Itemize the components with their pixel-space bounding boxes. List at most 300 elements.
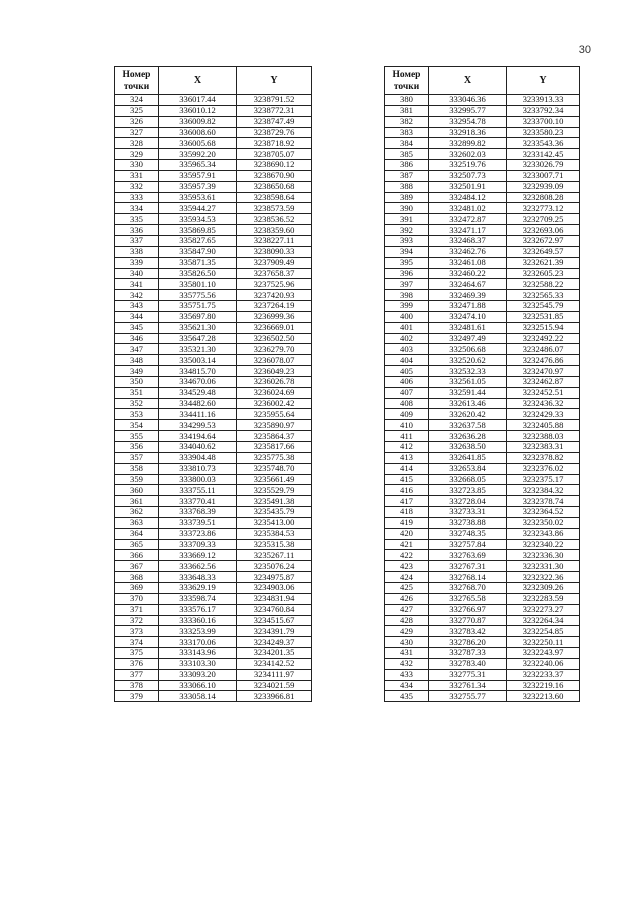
table-row xyxy=(115,398,312,409)
cell-point-number: 384 xyxy=(385,138,429,149)
cell-x: 333576.17 xyxy=(159,604,237,615)
cell-x: 335697.80 xyxy=(159,311,237,322)
cell-y: 3232350.02 xyxy=(507,517,580,528)
cell-x: 332462.76 xyxy=(429,246,507,257)
cell-point-number: 413 xyxy=(385,452,429,463)
cell-x: 332728.04 xyxy=(429,496,507,507)
cell-point-number: 402 xyxy=(385,333,429,344)
cell-point-number: 345 xyxy=(115,322,159,333)
cell-point-number: 378 xyxy=(115,680,159,691)
cell-x: 333800.03 xyxy=(159,474,237,485)
cell-point-number: 346 xyxy=(115,333,159,344)
cell-y: 3236078.07 xyxy=(237,355,312,366)
cell-x: 336008.60 xyxy=(159,127,237,138)
cell-point-number: 351 xyxy=(115,387,159,398)
cell-y: 3236024.69 xyxy=(237,387,312,398)
cell-y: 3232343.86 xyxy=(507,528,580,539)
table-row xyxy=(385,105,580,116)
table-row xyxy=(385,648,580,659)
cell-x: 334529.48 xyxy=(159,387,237,398)
table-row xyxy=(115,344,312,355)
cell-y: 3238747.49 xyxy=(237,116,312,127)
table-row xyxy=(385,593,580,604)
table-row xyxy=(115,387,312,398)
cell-y: 3238090.33 xyxy=(237,246,312,257)
cell-x: 332748.35 xyxy=(429,528,507,539)
table-row xyxy=(385,376,580,387)
cell-y: 3238227.11 xyxy=(237,235,312,246)
cell-point-number: 354 xyxy=(115,420,159,431)
table-row xyxy=(385,658,580,669)
cell-y: 3237420.93 xyxy=(237,290,312,301)
cell-point-number: 352 xyxy=(115,398,159,409)
cell-point-number: 336 xyxy=(115,225,159,236)
cell-y: 3232340.22 xyxy=(507,539,580,550)
cell-point-number: 387 xyxy=(385,170,429,181)
cell-point-number: 328 xyxy=(115,138,159,149)
cell-point-number: 432 xyxy=(385,658,429,669)
cell-point-number: 339 xyxy=(115,257,159,268)
table-row xyxy=(385,615,580,626)
table-row xyxy=(385,528,580,539)
cell-x: 332638.50 xyxy=(429,442,507,453)
table-row xyxy=(385,127,580,138)
cell-y: 3236502.50 xyxy=(237,333,312,344)
table-row xyxy=(115,203,312,214)
cell-point-number: 426 xyxy=(385,593,429,604)
cell-x: 335871.35 xyxy=(159,257,237,268)
cell-y: 3232378.74 xyxy=(507,496,580,507)
table-row xyxy=(115,572,312,583)
table-row xyxy=(385,192,580,203)
cell-point-number: 326 xyxy=(115,116,159,127)
cell-point-number: 431 xyxy=(385,648,429,659)
cell-y: 3232588.22 xyxy=(507,279,580,290)
cell-x: 335003.14 xyxy=(159,355,237,366)
cell-y: 3238598.64 xyxy=(237,192,312,203)
cell-point-number: 353 xyxy=(115,409,159,420)
cell-x: 335621.30 xyxy=(159,322,237,333)
cell-y: 3234831.94 xyxy=(237,593,312,604)
cell-x: 332481.61 xyxy=(429,322,507,333)
cell-point-number: 408 xyxy=(385,398,429,409)
table-row xyxy=(115,409,312,420)
cell-x: 332783.40 xyxy=(429,658,507,669)
cell-x: 332520.62 xyxy=(429,355,507,366)
cell-y: 3232621.39 xyxy=(507,257,580,268)
table-row xyxy=(385,290,580,301)
table-row xyxy=(385,561,580,572)
table-row xyxy=(115,648,312,659)
table-row xyxy=(115,214,312,225)
cell-point-number: 355 xyxy=(115,431,159,442)
table-row xyxy=(115,561,312,572)
cell-point-number: 433 xyxy=(385,669,429,680)
table-row xyxy=(115,615,312,626)
cell-y: 3235435.79 xyxy=(237,507,312,518)
table-row xyxy=(115,528,312,539)
cell-point-number: 405 xyxy=(385,366,429,377)
table-row xyxy=(385,496,580,507)
cell-x: 334670.06 xyxy=(159,376,237,387)
cell-point-number: 371 xyxy=(115,604,159,615)
table-row xyxy=(385,311,580,322)
table-row xyxy=(385,268,580,279)
table-row xyxy=(385,149,580,160)
cell-y: 3235267.11 xyxy=(237,550,312,561)
table-row xyxy=(385,138,580,149)
table-row xyxy=(115,593,312,604)
cell-y: 3235529.79 xyxy=(237,485,312,496)
cell-y: 3237658.37 xyxy=(237,268,312,279)
cell-x: 333143.96 xyxy=(159,648,237,659)
cell-point-number: 374 xyxy=(115,637,159,648)
cell-x: 332591.44 xyxy=(429,387,507,398)
cell-y: 3232364.52 xyxy=(507,507,580,518)
cell-point-number: 388 xyxy=(385,181,429,192)
cell-y: 3232233.37 xyxy=(507,669,580,680)
cell-x: 332637.58 xyxy=(429,420,507,431)
table-header-row xyxy=(115,67,312,95)
cell-y: 3232476.86 xyxy=(507,355,580,366)
cell-x: 335957.91 xyxy=(159,170,237,181)
cell-y: 3232378.82 xyxy=(507,452,580,463)
cell-x: 332723.85 xyxy=(429,485,507,496)
cell-y: 3232693.06 xyxy=(507,225,580,236)
cell-y: 3234975.87 xyxy=(237,572,312,583)
cell-y: 3232243.97 xyxy=(507,648,580,659)
table-row xyxy=(115,691,312,702)
cell-point-number: 372 xyxy=(115,615,159,626)
cell-x: 335751.75 xyxy=(159,301,237,312)
cell-point-number: 324 xyxy=(115,95,159,106)
table-row xyxy=(115,290,312,301)
cell-point-number: 333 xyxy=(115,192,159,203)
cell-y: 3232219.16 xyxy=(507,680,580,691)
cell-x: 336017.44 xyxy=(159,95,237,106)
cell-point-number: 357 xyxy=(115,452,159,463)
table-row xyxy=(385,170,580,181)
cell-point-number: 406 xyxy=(385,376,429,387)
table-row xyxy=(115,322,312,333)
cell-x: 332770.87 xyxy=(429,615,507,626)
cell-y: 3232405.88 xyxy=(507,420,580,431)
cell-x: 332602.03 xyxy=(429,149,507,160)
cell-y: 3235817.66 xyxy=(237,442,312,453)
cell-point-number: 335 xyxy=(115,214,159,225)
table-row xyxy=(115,116,312,127)
cell-point-number: 401 xyxy=(385,322,429,333)
cell-point-number: 415 xyxy=(385,474,429,485)
cell-point-number: 386 xyxy=(385,160,429,171)
table-row xyxy=(115,192,312,203)
cell-x: 334299.53 xyxy=(159,420,237,431)
cell-x: 335321.30 xyxy=(159,344,237,355)
cell-point-number: 329 xyxy=(115,149,159,160)
cell-x: 333723.86 xyxy=(159,528,237,539)
table-row xyxy=(115,420,312,431)
cell-x: 333629.19 xyxy=(159,582,237,593)
cell-x: 333648.33 xyxy=(159,572,237,583)
cell-point-number: 400 xyxy=(385,311,429,322)
cell-y: 3237264.19 xyxy=(237,301,312,312)
cell-point-number: 380 xyxy=(385,95,429,106)
cell-y: 3235955.64 xyxy=(237,409,312,420)
cell-point-number: 350 xyxy=(115,376,159,387)
cell-y: 3232331.30 xyxy=(507,561,580,572)
cell-y: 3232605.23 xyxy=(507,268,580,279)
table-row xyxy=(385,452,580,463)
table-body xyxy=(385,95,580,702)
table-row xyxy=(385,279,580,290)
cell-x: 332755.77 xyxy=(429,691,507,702)
coordinates-table-right xyxy=(384,66,580,702)
cell-y: 3238718.92 xyxy=(237,138,312,149)
cell-x: 332474.10 xyxy=(429,311,507,322)
cell-x: 333768.39 xyxy=(159,507,237,518)
cell-point-number: 424 xyxy=(385,572,429,583)
table-row xyxy=(385,95,580,106)
table-row xyxy=(385,387,580,398)
cell-point-number: 344 xyxy=(115,311,159,322)
cell-point-number: 356 xyxy=(115,442,159,453)
table-row xyxy=(385,680,580,691)
cell-y: 3232384.32 xyxy=(507,485,580,496)
cell-x: 333253.99 xyxy=(159,626,237,637)
table-row xyxy=(385,235,580,246)
cell-point-number: 435 xyxy=(385,691,429,702)
cell-point-number: 331 xyxy=(115,170,159,181)
table-row xyxy=(385,246,580,257)
table-row xyxy=(385,550,580,561)
cell-x: 333669.12 xyxy=(159,550,237,561)
table-row xyxy=(385,604,580,615)
table-row xyxy=(385,203,580,214)
cell-y: 3232429.33 xyxy=(507,409,580,420)
cell-x: 332733.31 xyxy=(429,507,507,518)
cell-y: 3238536.52 xyxy=(237,214,312,225)
cell-y: 3234515.67 xyxy=(237,615,312,626)
cell-y: 3235076.24 xyxy=(237,561,312,572)
table-row xyxy=(115,170,312,181)
cell-point-number: 363 xyxy=(115,517,159,528)
cell-y: 3237909.49 xyxy=(237,257,312,268)
cell-y: 3232375.17 xyxy=(507,474,580,485)
table-row xyxy=(385,333,580,344)
cell-y: 3233007.71 xyxy=(507,170,580,181)
cell-y: 3232383.31 xyxy=(507,442,580,453)
cell-x: 333709.33 xyxy=(159,539,237,550)
cell-y: 3238705.07 xyxy=(237,149,312,160)
table-row xyxy=(115,376,312,387)
cell-x: 332783.42 xyxy=(429,626,507,637)
cell-point-number: 414 xyxy=(385,463,429,474)
cell-y: 3234903.06 xyxy=(237,582,312,593)
table-row xyxy=(385,301,580,312)
cell-point-number: 425 xyxy=(385,582,429,593)
table-row xyxy=(115,507,312,518)
cell-point-number: 337 xyxy=(115,235,159,246)
table-row xyxy=(115,355,312,366)
cell-y: 3232388.03 xyxy=(507,431,580,442)
cell-x: 335847.90 xyxy=(159,246,237,257)
table-row xyxy=(115,517,312,528)
table-row xyxy=(115,658,312,669)
cell-point-number: 412 xyxy=(385,442,429,453)
table-row xyxy=(115,669,312,680)
table-row xyxy=(385,181,580,192)
table-row xyxy=(115,637,312,648)
cell-x: 332899.82 xyxy=(429,138,507,149)
cell-point-number: 342 xyxy=(115,290,159,301)
cell-x: 335647.28 xyxy=(159,333,237,344)
cell-point-number: 389 xyxy=(385,192,429,203)
table-row xyxy=(385,366,580,377)
cell-x: 332775.31 xyxy=(429,669,507,680)
cell-x: 334815.70 xyxy=(159,366,237,377)
cell-x: 333066.10 xyxy=(159,680,237,691)
cell-point-number: 427 xyxy=(385,604,429,615)
cell-x: 333058.14 xyxy=(159,691,237,702)
cell-point-number: 393 xyxy=(385,235,429,246)
cell-point-number: 327 xyxy=(115,127,159,138)
cell-x: 332768.70 xyxy=(429,582,507,593)
cell-y: 3233792.34 xyxy=(507,105,580,116)
table-row xyxy=(385,409,580,420)
cell-y: 3232808.28 xyxy=(507,192,580,203)
cell-y: 3233966.81 xyxy=(237,691,312,702)
cell-y: 3232531.85 xyxy=(507,311,580,322)
cell-y: 3236026.78 xyxy=(237,376,312,387)
table-row xyxy=(115,149,312,160)
cell-point-number: 396 xyxy=(385,268,429,279)
coordinates-table-left xyxy=(114,66,312,702)
cell-point-number: 347 xyxy=(115,344,159,355)
cell-x: 335992.20 xyxy=(159,149,237,160)
cell-x: 332471.17 xyxy=(429,225,507,236)
cell-y: 3236279.70 xyxy=(237,344,312,355)
table-row xyxy=(385,572,580,583)
cell-x: 332613.46 xyxy=(429,398,507,409)
cell-point-number: 434 xyxy=(385,680,429,691)
table-row xyxy=(385,637,580,648)
cell-point-number: 394 xyxy=(385,246,429,257)
cell-point-number: 422 xyxy=(385,550,429,561)
table-row xyxy=(115,431,312,442)
cell-point-number: 391 xyxy=(385,214,429,225)
table-row xyxy=(385,442,580,453)
cell-y: 3232309.26 xyxy=(507,582,580,593)
cell-point-number: 379 xyxy=(115,691,159,702)
table-row xyxy=(115,452,312,463)
cell-point-number: 399 xyxy=(385,301,429,312)
cell-y: 3238670.90 xyxy=(237,170,312,181)
cell-y: 3234201.35 xyxy=(237,648,312,659)
cell-x: 332507.73 xyxy=(429,170,507,181)
cell-y: 3237525.96 xyxy=(237,279,312,290)
cell-point-number: 392 xyxy=(385,225,429,236)
table-row xyxy=(385,474,580,485)
cell-point-number: 383 xyxy=(385,127,429,138)
cell-point-number: 381 xyxy=(385,105,429,116)
cell-y: 3238359.60 xyxy=(237,225,312,236)
cell-point-number: 418 xyxy=(385,507,429,518)
table-row xyxy=(115,181,312,192)
cell-y: 3234249.37 xyxy=(237,637,312,648)
cell-point-number: 364 xyxy=(115,528,159,539)
table-row xyxy=(385,398,580,409)
cell-y: 3234021.59 xyxy=(237,680,312,691)
cell-x: 332468.37 xyxy=(429,235,507,246)
cell-y: 3238729.76 xyxy=(237,127,312,138)
table-row xyxy=(115,333,312,344)
cell-point-number: 430 xyxy=(385,637,429,648)
cell-point-number: 375 xyxy=(115,648,159,659)
cell-y: 3235384.53 xyxy=(237,528,312,539)
cell-y: 3233026.79 xyxy=(507,160,580,171)
cell-point-number: 382 xyxy=(385,116,429,127)
cell-point-number: 334 xyxy=(115,203,159,214)
table-row xyxy=(115,626,312,637)
cell-x: 336005.68 xyxy=(159,138,237,149)
cell-point-number: 403 xyxy=(385,344,429,355)
cell-y: 3236999.36 xyxy=(237,311,312,322)
cell-y: 3232322.36 xyxy=(507,572,580,583)
cell-y: 3236002.42 xyxy=(237,398,312,409)
cell-x: 332641.85 xyxy=(429,452,507,463)
cell-point-number: 397 xyxy=(385,279,429,290)
cell-point-number: 390 xyxy=(385,203,429,214)
cell-x: 332469.39 xyxy=(429,290,507,301)
cell-point-number: 407 xyxy=(385,387,429,398)
cell-x: 332506.68 xyxy=(429,344,507,355)
table-row xyxy=(385,344,580,355)
table-row xyxy=(385,116,580,127)
table-row xyxy=(115,582,312,593)
table-row xyxy=(115,268,312,279)
cell-point-number: 358 xyxy=(115,463,159,474)
cell-x: 335965.34 xyxy=(159,160,237,171)
cell-y: 3232649.57 xyxy=(507,246,580,257)
cell-y: 3232213.60 xyxy=(507,691,580,702)
cell-x: 334194.64 xyxy=(159,431,237,442)
header-point-number: Номер точки xyxy=(385,67,429,95)
header-y: Y xyxy=(237,67,312,95)
cell-y: 3235491.38 xyxy=(237,496,312,507)
cell-point-number: 419 xyxy=(385,517,429,528)
cell-x: 336009.82 xyxy=(159,116,237,127)
cell-y: 3232486.07 xyxy=(507,344,580,355)
table-row xyxy=(385,431,580,442)
table-row xyxy=(385,214,580,225)
cell-point-number: 411 xyxy=(385,431,429,442)
cell-y: 3232254.85 xyxy=(507,626,580,637)
cell-x: 335827.65 xyxy=(159,235,237,246)
cell-point-number: 395 xyxy=(385,257,429,268)
table-row xyxy=(115,301,312,312)
cell-y: 3232436.32 xyxy=(507,398,580,409)
cell-point-number: 348 xyxy=(115,355,159,366)
cell-y: 3232240.06 xyxy=(507,658,580,669)
table-header-row xyxy=(385,67,580,95)
table-row xyxy=(385,669,580,680)
cell-x: 333598.74 xyxy=(159,593,237,604)
cell-x: 332519.76 xyxy=(429,160,507,171)
cell-y: 3232336.30 xyxy=(507,550,580,561)
cell-y: 3238772.31 xyxy=(237,105,312,116)
cell-point-number: 330 xyxy=(115,160,159,171)
cell-y: 3235748.70 xyxy=(237,463,312,474)
